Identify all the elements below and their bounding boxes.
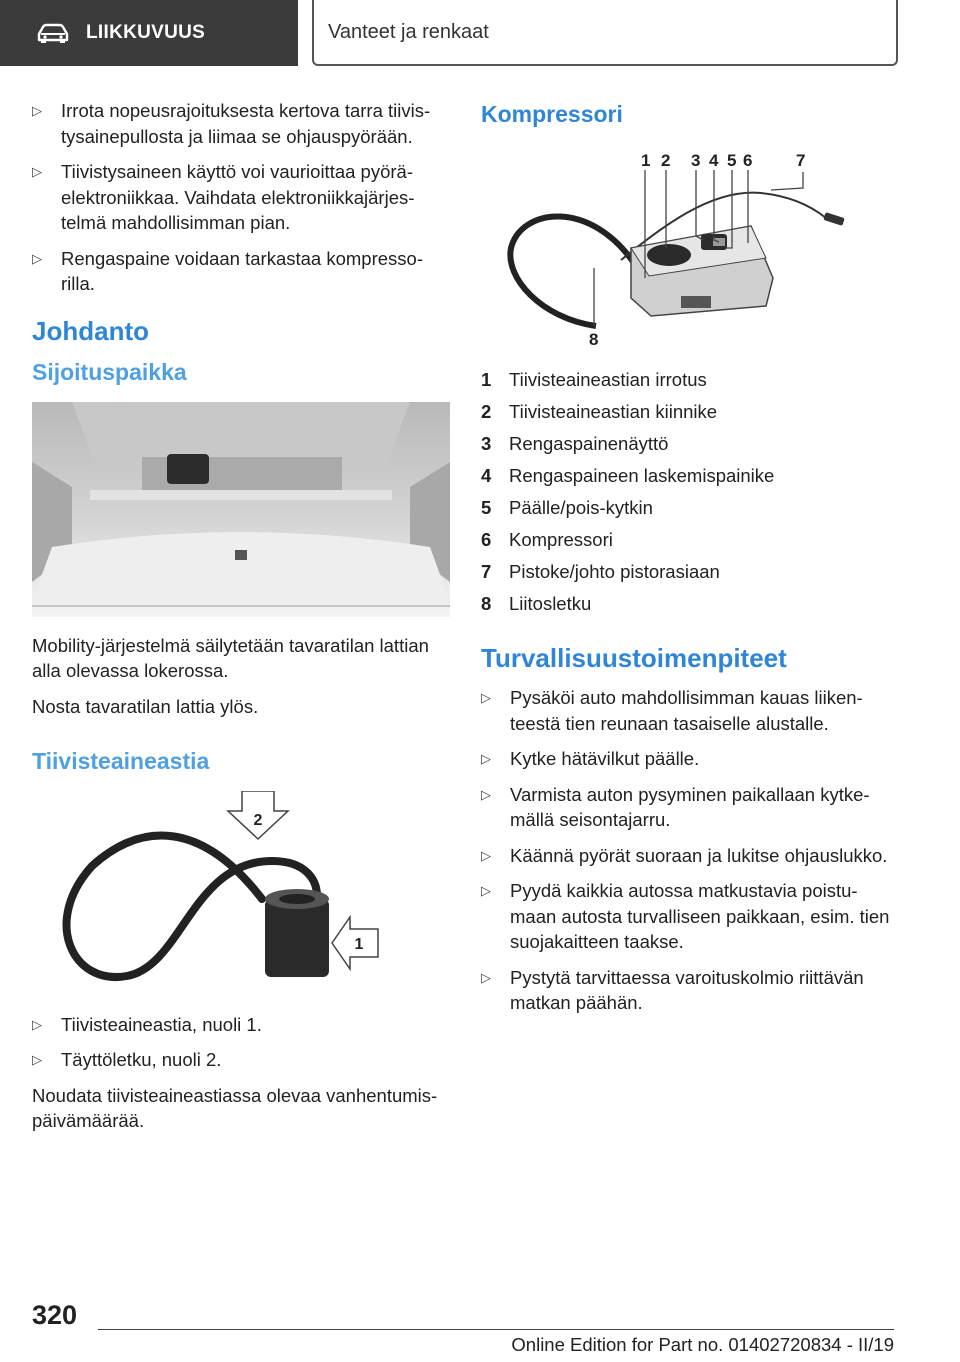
heading-johdanto: Johdanto xyxy=(32,315,149,346)
legend-item: 5 Päälle/pois-kytkin xyxy=(481,496,653,518)
legend-item: 2 Tiivisteaineastian kiinnike xyxy=(481,400,718,422)
legend-item: 7 Pistoke/johto pistorasiaan xyxy=(481,560,720,582)
footer-edition: Online Edition for Part no. 01402720834 - II/19 xyxy=(511,1334,894,1355)
heading-sijoituspaikka: Sijoituspaikka xyxy=(32,359,187,385)
bullet-icon: ▷ xyxy=(481,786,491,802)
callout-label: 3 xyxy=(691,150,701,170)
list-item: ▷ Tiivistysaineen käyttö voi vaurioittaa pyöräelektroniikkaa. Vaihdata elektroniikkajärjestelmä mahdollisimman pian. xyxy=(32,161,415,233)
heading-tiivisteaineastia: Tiivisteaineastia xyxy=(32,748,210,774)
legend-item: 1 Tiivisteaineastian irrotus xyxy=(481,368,707,390)
callout-label: 2 xyxy=(661,150,671,170)
list-item: ▷ Rengaspaine voidaan tarkastaa kompressorilla. xyxy=(32,247,423,294)
bullet-icon: ▷ xyxy=(32,1052,42,1067)
right-column xyxy=(481,98,896,1026)
list-item: ▷ Pyydä kaikkia autossa matkustavia poistumaan autosta turvalliseen paikkaan, esim. tien suojakaitteen taakse. xyxy=(481,880,890,952)
compressor-figure xyxy=(481,148,896,348)
bullet-icon: ▷ xyxy=(32,164,42,179)
footer-divider xyxy=(98,1329,894,1330)
callout-label: 7 xyxy=(796,150,806,170)
callout-label: 4 xyxy=(709,150,719,170)
list-item: ▷ Täyttöletku, nuoli 2. xyxy=(32,1047,450,1073)
heading-kompressori: Kompressori xyxy=(481,101,623,127)
bullet-icon: ▷ xyxy=(481,883,491,898)
left-column xyxy=(32,98,450,1144)
list-item: ▷ Pystytä tarvittaessa varoituskolmio riittävän matkan päähän. xyxy=(481,966,864,1013)
list-item: ▷ Pysäköi auto mahdollisimman kauas liikenteestä tien reunaan tasaiselle alustalle. xyxy=(481,687,863,734)
section-tab xyxy=(0,0,298,66)
bullet-icon: ▷ xyxy=(32,103,42,118)
chapter-tab xyxy=(312,0,898,66)
car-icon xyxy=(36,22,70,44)
callout-label: 5 xyxy=(727,150,737,170)
bullet-icon: ▷ xyxy=(481,751,491,766)
legend-item: 3 Rengaspainenäyttö xyxy=(481,432,669,454)
legend-item: 4 Rengaspaineen laskemispainike xyxy=(481,464,775,486)
sijoitus-text-1: Mobility-järjestelmä säilytetään tavaratilan lattian alla olevassa lokerossa. xyxy=(32,634,429,681)
list-item: ▷ Käännä pyörät suoraan ja lukitse ohjauslukko. xyxy=(481,843,896,869)
callout-label: 6 xyxy=(743,150,753,170)
bullet-icon: ▷ xyxy=(32,1016,42,1032)
list-item: ▷ Irrota nopeusrajoituksesta kertova tarra tiivistysainepullosta ja liimaa se ohjauspyörään. xyxy=(32,100,431,147)
list-item: ▷ Kytke hätävilkut päälle. xyxy=(481,746,896,772)
sijoitus-text-2: Nosta tavaratilan lattia ylös. xyxy=(32,695,259,717)
tiivistys-text: Noudata tiivisteaineastiassa olevaa vanhentumispäivämäärää. xyxy=(32,1084,438,1131)
legend-item: 8 Liitosletku xyxy=(481,592,592,614)
list-item: ▷ Varmista auton pysyminen paikallaan kytkemällä seisontajarru. xyxy=(481,783,870,830)
callout-label: 8 xyxy=(589,329,599,348)
section-label: LIIKKUVUUS xyxy=(86,22,206,43)
bullet-icon: ▷ xyxy=(32,250,42,266)
bullet-icon: ▷ xyxy=(481,690,491,705)
legend-list xyxy=(481,364,896,620)
bullet-icon: ▷ xyxy=(481,847,491,863)
arrow-label: 1 xyxy=(354,935,364,953)
heading-turvallisuustoimenpiteet: Turvallisuustoimenpiteet xyxy=(481,642,787,673)
bullet-icon: ▷ xyxy=(481,969,491,985)
legend-item: 6 Kompressori xyxy=(481,528,613,550)
sealant-bottle-figure xyxy=(32,791,450,996)
trunk-photo xyxy=(32,402,450,617)
arrow-label: 2 xyxy=(253,811,263,829)
list-item: ▷ Tiivisteaineastia, nuoli 1. xyxy=(32,1012,450,1038)
callout-label: 1 xyxy=(641,150,651,170)
chapter-title: Vanteet ja renkaat xyxy=(328,20,489,43)
page-number: 320 xyxy=(32,1300,78,1330)
